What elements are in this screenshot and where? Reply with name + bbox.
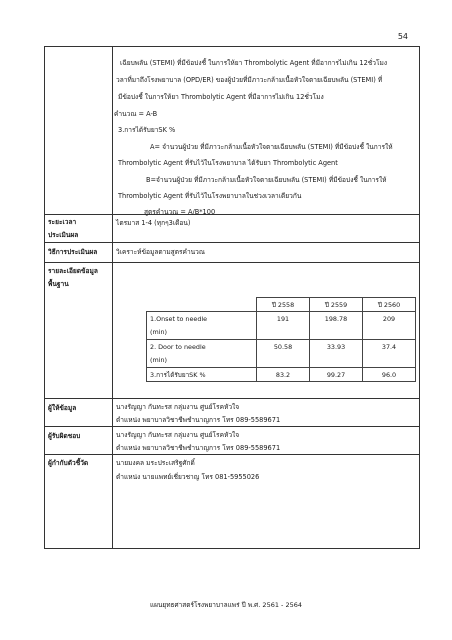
- intro-line: เฉียบพลัน (STEMI) ที่มีข้อบ่งชี้ ในการให้ยา Thrombolytic Agent ที่มีอาการไม่เกิน 12ชั่วโมง: [120, 59, 388, 67]
- row-divider: [44, 426, 420, 427]
- table-cell: 50.58: [257, 340, 310, 368]
- column-divider: [112, 46, 113, 549]
- intro-line: Thrombolytic Agent ที่รับไว้ในโรงพยาบาล ได้รับยา Thrombolytic Agent: [118, 159, 338, 167]
- responsible-line: ตำแหน่ง พยาบาลวิชาชีพชำนาญการ โทร 089-5589671: [116, 444, 281, 452]
- responsible-label: ผู้รับผิดชอบ: [48, 432, 81, 440]
- table-cell: 2. Door to needle: [147, 340, 257, 354]
- supervisor-line: นายมงคล มระประเสริฐศักดิ์: [116, 459, 195, 467]
- table-cell: 191: [257, 312, 310, 340]
- table-row: [147, 368, 416, 382]
- table-header-cell: [147, 298, 257, 312]
- table-cell: (min): [147, 326, 257, 340]
- table-cell: 96.0: [363, 368, 416, 382]
- table-header-cell: ปี 2560: [363, 298, 416, 312]
- supervisor-line: ตำแหน่ง นายแพทย์เชี่ยวชาญ โทร 081-5955026: [116, 473, 260, 481]
- table-header-row: [147, 298, 416, 312]
- row-divider: [44, 262, 420, 263]
- intro-line: มีข้อบ่งชี้ ในการให้ยา Thrombolytic Agent ที่มีอาการไม่เกิน 12ชั่วโมง: [118, 93, 324, 101]
- intro-line: สูตรคำนวณ = A/B*100: [144, 208, 216, 216]
- table-cell: 3.การได้รับยาSK %: [147, 368, 257, 382]
- baseline-label: รายละเอียดข้อมูล: [48, 267, 98, 275]
- method-value: วิเคราะห์ข้อมูลตามสูตรคำนวณ: [116, 248, 205, 256]
- table-cell: 37.4: [363, 340, 416, 368]
- intro-line: A= จำนวนผู้ป่วย ที่มีภาวะกล้ามเนื้อหัวใจตายเฉียบพลัน (STEMI) ที่มีข้อบ่งชี้ ในการให้: [150, 143, 393, 151]
- provider-line: ตำแหน่ง พยาบาลวิชาชีพชำนาญการ โทร 089-5589671: [116, 416, 281, 424]
- table-header-cell: ปี 2559: [309, 298, 362, 312]
- intro-line: B=จำนวนผู้ป่วย ที่มีภาวะกล้ามเนื้อหัวใจตายเฉียบพลัน (STEMI) ที่มีข้อบ่งชี้ ในการให้: [146, 176, 387, 184]
- row-divider: [44, 214, 420, 215]
- table-cell: 83.2: [257, 368, 310, 382]
- method-label: วิธีการประเมินผล: [48, 248, 98, 256]
- table-row: [147, 340, 416, 354]
- table-row: [147, 312, 416, 326]
- supervisor-label: ผู้กำกับตัวชี้วัด: [48, 459, 89, 467]
- intro-line: วลาที่มาถึงโรงพยาบาล (OPD/ER) ของผู้ป่วยที่มีภาวะกล้ามเนื้อหัวใจตายเฉียบพลัน (STEMI) ที่: [116, 76, 383, 84]
- baseline-table: [146, 297, 416, 382]
- table-cell: 33.93: [309, 340, 362, 368]
- table-cell: 198.78: [309, 312, 362, 340]
- table-cell: (min): [147, 354, 257, 368]
- table-cell: 1.Onset to needle: [147, 312, 257, 326]
- table-cell: 99.27: [309, 368, 362, 382]
- row-divider: [44, 398, 420, 399]
- baseline-label: พื้นฐาน: [48, 280, 69, 288]
- page-footer: แผนยุทธศาสตร์โรงพยาบาลแพร่ ปี พ.ศ. 2561 - 2564: [149, 601, 302, 609]
- period-value: ไตรมาส 1-4 (ทุกๆ3เดือน): [116, 219, 191, 227]
- table-cell: 209: [363, 312, 416, 340]
- provider-line: นางรัญญา กันทะรส กลุ่มงาน ศูนย์โรคหัวใจ: [116, 403, 240, 411]
- intro-line: Thrombolytic Agent ที่รับไว้ในโรงพยาบาลในช่วงเวลาเดียวกัน: [118, 192, 302, 200]
- provider-label: ผู้ให้ข้อมูล: [48, 404, 77, 412]
- period-label: ระยะเวลา: [48, 218, 77, 226]
- intro-line: 3.การได้รับยาSK %: [118, 126, 176, 134]
- row-divider: [44, 242, 420, 243]
- intro-line: คำนวณ = A-B: [114, 110, 158, 118]
- page-number: 54: [397, 32, 408, 41]
- period-label: ประเมินผล: [48, 231, 79, 239]
- row-divider: [44, 454, 420, 455]
- table-header-cell: ปี 2558: [257, 298, 310, 312]
- responsible-line: นางรัญญา กันทะรส กลุ่มงาน ศูนย์โรคหัวใจ: [116, 431, 240, 439]
